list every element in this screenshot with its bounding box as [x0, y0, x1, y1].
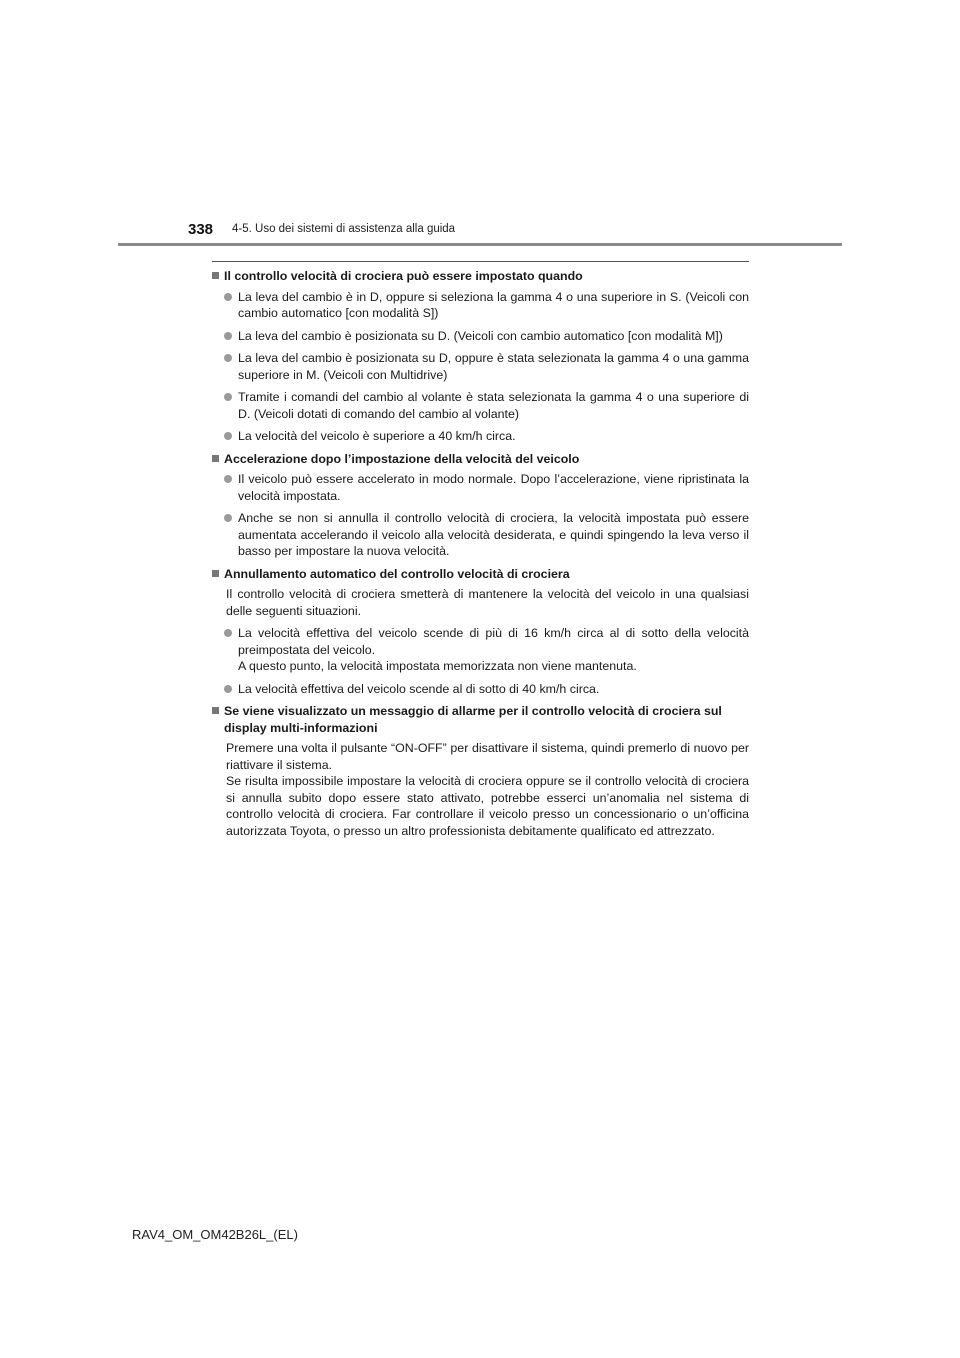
list-item-text: La velocità effettiva del veicolo scende al di sotto di 40 km/h circa.: [238, 681, 600, 696]
section-heading: [212, 451, 749, 468]
list-item-text: La leva del cambio è posizionata su D. (Veicoli con cambio automatico [con modalità M]): [238, 328, 723, 343]
list-item: [212, 289, 749, 322]
content-rule: [212, 261, 749, 262]
section-paragraph: [212, 740, 749, 839]
square-bullet-icon: [212, 707, 219, 714]
section-heading: [212, 703, 749, 736]
circle-bullet-icon: [224, 332, 232, 340]
page-content: [212, 268, 749, 845]
list-item: [212, 328, 749, 345]
list-item: [212, 350, 749, 383]
circle-bullet-icon: [224, 432, 232, 440]
section-heading-text: Annullamento automatico del controllo velocità di crociera: [224, 566, 570, 581]
section-warning-message: [212, 703, 749, 839]
chapter-title: 4-5. Uso dei sistemi di assistenza alla guida: [232, 223, 456, 235]
square-bullet-icon: [212, 570, 219, 577]
section-acceleration: [212, 451, 749, 560]
section-heading: [212, 268, 749, 285]
circle-bullet-icon: [224, 354, 232, 362]
paragraph-text: Se risulta impossibile impostare la velocità di crociera oppure se il controllo velocità di crociera si annulla subito dopo essere stato attivato, potrebbe esserci un’anomalia nel sistema di controllo velocità di crociera. Far controllare il veicolo presso un concessionario o un’officina autorizzata Toyota, o presso un altro professionista debitamente qualificato ed attrezzato.: [226, 774, 749, 838]
list-item: [212, 625, 749, 675]
circle-bullet-icon: [224, 685, 232, 693]
circle-bullet-icon: [224, 393, 232, 401]
square-bullet-icon: [212, 272, 219, 279]
section-intro: Il controllo velocità di crociera smetterà di mantenere la velocità del veicolo in una qualsiasi delle seguenti situazioni.: [226, 587, 749, 618]
list-item: [212, 510, 749, 560]
list-item-text: La leva del cambio è in D, oppure si seleziona la gamma 4 o una superiore in S. (Veicoli con cambio automatico [con modalità S]): [238, 289, 749, 320]
header-rule: [118, 243, 842, 246]
list-item-text: La velocità del veicolo è superiore a 40 km/h circa.: [238, 429, 516, 443]
section-heading-text: Accelerazione dopo l’impostazione della velocità del veicolo: [224, 451, 580, 466]
list-item: [212, 428, 749, 445]
list-item: [212, 389, 749, 422]
circle-bullet-icon: [224, 293, 232, 301]
section-cruise-conditions: [212, 268, 749, 445]
list-item: [212, 681, 749, 698]
section-heading-text: Il controllo velocità di crociera può essere impostato quando: [224, 269, 583, 283]
square-bullet-icon: [212, 455, 219, 462]
circle-bullet-icon: [224, 514, 232, 522]
paragraph-text: Premere una volta il pulsante “ON-OFF” per disattivare il sistema, quindi premerlo di nuovo per riattivare il sistema.: [226, 741, 749, 772]
list-item-text: Anche se non si annulla il controllo velocità di crociera, la velocità impostata può essere aumentata accelerando il veicolo alla velocità desiderata, e quindi spingendo la leva verso il basso per impostare la nuova velocità.: [238, 511, 749, 558]
list-item-text: La leva del cambio è posizionata su D, oppure è stata selezionata la gamma 4 o una gamma superiore in M. (Veicoli con Multidrive): [238, 351, 749, 382]
page-number: 338: [188, 221, 214, 238]
list-item: [212, 471, 749, 504]
document-code: RAV4_OM_OM42B26L_(EL): [132, 1227, 298, 1242]
circle-bullet-icon: [224, 629, 232, 637]
circle-bullet-icon: [224, 475, 232, 483]
section-automatic-cancel: [212, 566, 749, 698]
list-item-text: La velocità effettiva del veicolo scende di più di 16 km/h circa al di sotto della velocità preimpostata del veicolo.: [238, 626, 749, 657]
list-item-note: A questo punto, la velocità impostata memorizzata non viene mantenuta.: [238, 659, 637, 673]
list-item-text: Il veicolo può essere accelerato in modo normale. Dopo l’accelerazione, viene ripristinata la velocità impostata.: [238, 472, 749, 503]
section-heading-text: Se viene visualizzato un messaggio di allarme per il controllo velocità di crociera sul display multi-informazioni: [224, 704, 722, 735]
list-item-text: Tramite i comandi del cambio al volante è stata selezionata la gamma 4 o una superiore di D. (Veicoli dotati di comando del cambio al volante): [238, 390, 749, 421]
section-heading: [212, 566, 749, 583]
